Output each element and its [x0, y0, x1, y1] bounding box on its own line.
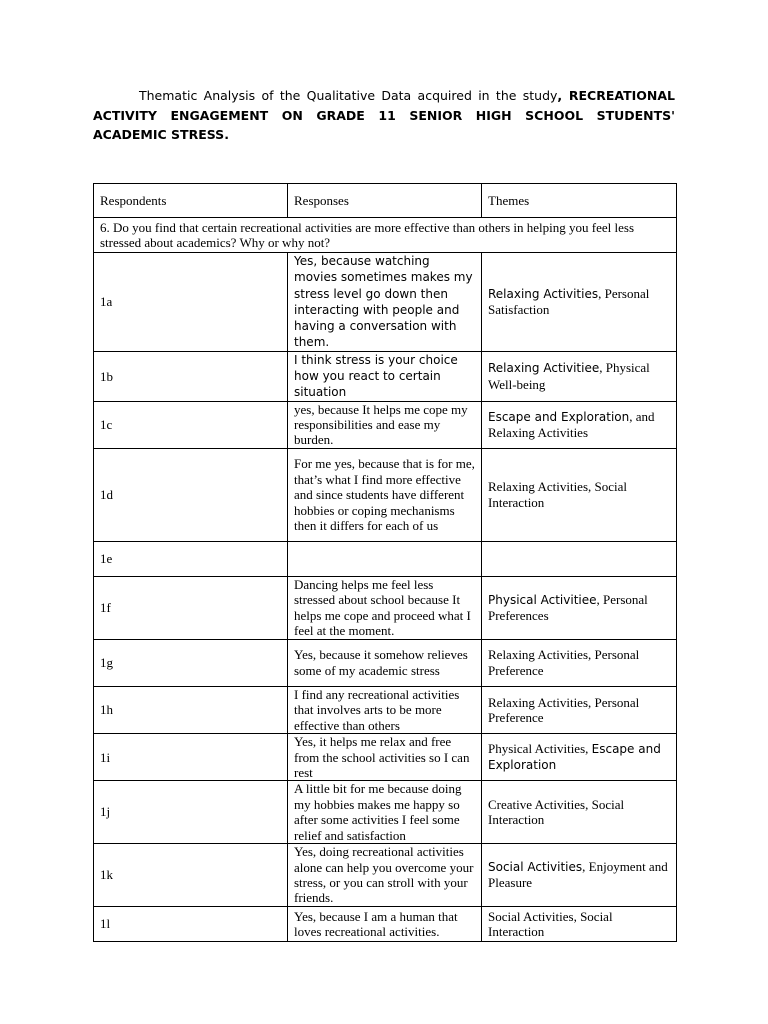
respondent-id: 1b	[94, 351, 288, 401]
respondent-id: 1g	[94, 639, 288, 686]
table-row	[94, 843, 677, 906]
theme-secondary: , and Relaxing Activities	[488, 408, 655, 441]
respondent-id: 1d	[94, 448, 288, 541]
table-row	[94, 639, 677, 686]
study-title: RECREATIONAL ACTIVITY ENGAGEMENT ON GRADE 11 SENIOR HIGH SCHOOL STUDENTS' ACADEMIC STRESS.	[93, 88, 675, 142]
theme-primary: Physical Activities,	[488, 740, 592, 756]
response-text: I think stress is your choice how you react to certain situation	[288, 351, 482, 401]
response-text: Yes, doing recreational activities alone can help you overcome your stress, or you can stroll with your friends.	[288, 843, 482, 906]
theme-text	[482, 401, 677, 448]
table-row	[94, 351, 677, 401]
theme-primary: Escape and Exploration	[488, 409, 630, 424]
table-row	[94, 448, 677, 541]
table-row	[94, 401, 677, 448]
theme-text: Relaxing Activities, Personal Preference	[482, 639, 677, 686]
theme-text	[482, 734, 677, 781]
response-text: Yes, because watching movies sometimes makes my stress level go down then interacting with people and having a conversation with them.	[288, 253, 482, 352]
theme-primary: Social Activities	[488, 860, 583, 875]
question-row	[94, 218, 677, 253]
response-text: A little bit for me because doing my hobbies makes me happy so after some activities I feel some relief and satisfaction	[288, 781, 482, 844]
respondent-id: 1f	[94, 576, 288, 639]
question-text: 6. Do you find that certain recreational activities are more effective than others in helping you feel less stressed about academics? Why or why not?	[94, 218, 677, 253]
theme-text: Relaxing Activities, Personal Preference	[482, 686, 677, 733]
response-text: Yes, because it somehow relieves some of my academic stress	[288, 639, 482, 686]
header-responses: Responses	[288, 184, 482, 218]
table-row	[94, 906, 677, 941]
theme-primary: Relaxing Activities	[488, 286, 599, 301]
thematic-table	[93, 183, 677, 942]
theme-text	[482, 253, 677, 352]
response-text: Dancing helps me feel less stressed about school because It helps me cope and proceed what I feel at the moment.	[288, 576, 482, 639]
table-row	[94, 781, 677, 844]
theme-primary: Relaxing Activitiee	[488, 361, 600, 376]
table-row	[94, 686, 677, 733]
response-text: For me yes, because that is for me, that’s what I find more effective and since students have different hobbies or coping mechanisms then it differs for each of us	[288, 448, 482, 541]
response-text: I find any recreational activities that involves arts to be more effective than others	[288, 686, 482, 733]
response-text: Yes, because I am a human that loves recreational activities.	[288, 906, 482, 941]
theme-text	[482, 843, 677, 906]
table-header-row	[94, 184, 677, 218]
respondent-id: 1c	[94, 401, 288, 448]
theme-secondary: , Personal Satisfaction	[488, 285, 650, 318]
theme-primary: Physical Activitiee	[488, 592, 597, 607]
table-row	[94, 734, 677, 781]
response-text	[288, 541, 482, 576]
document-heading	[93, 86, 675, 145]
respondent-id: 1k	[94, 843, 288, 906]
theme-text	[482, 576, 677, 639]
respondent-id: 1j	[94, 781, 288, 844]
table-row	[94, 541, 677, 576]
theme-text: Relaxing Activities, Social Interaction	[482, 448, 677, 541]
table-row	[94, 253, 677, 352]
heading-comma: ,	[557, 88, 569, 103]
header-themes: Themes	[482, 184, 677, 218]
respondent-id: 1e	[94, 541, 288, 576]
theme-secondary: , Physical Well-being	[488, 360, 650, 392]
respondent-id: 1a	[94, 253, 288, 352]
respondent-id: 1i	[94, 734, 288, 781]
table-row	[94, 576, 677, 639]
theme-text	[482, 541, 677, 576]
header-respondents: Respondents	[94, 184, 288, 218]
heading-intro: Thematic Analysis of the Qualitative Data acquired in the study	[139, 88, 558, 103]
theme-secondary: , Enjoyment and Pleasure	[488, 859, 668, 891]
theme-secondary: , Personal Preferences	[488, 591, 648, 624]
response-text: Yes, it helps me relax and free from the school activities so I can rest	[288, 734, 482, 781]
theme-text: Social Activities, Social Interaction	[482, 906, 677, 941]
theme-text	[482, 351, 677, 401]
response-text: yes, because It helps me cope my responsibilities and ease my burden.	[288, 401, 482, 448]
theme-text: Creative Activities, Social Interaction	[482, 781, 677, 844]
theme-secondary: Escape and Exploration	[488, 741, 661, 773]
respondent-id: 1l	[94, 906, 288, 941]
respondent-id: 1h	[94, 686, 288, 733]
